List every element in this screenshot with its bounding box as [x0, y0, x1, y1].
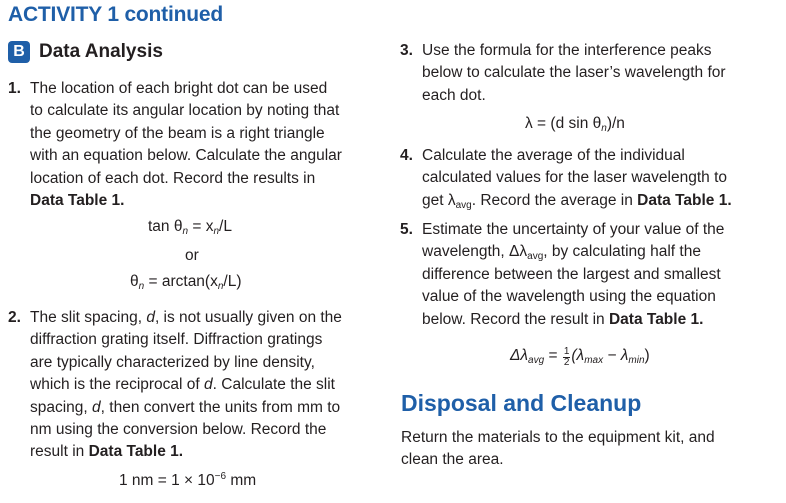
text-line: Estimate the uncertainty of your value of the: [422, 221, 725, 238]
step-number: 3.: [400, 42, 413, 59]
step-text: [422, 145, 784, 212]
step-number: 5.: [400, 221, 413, 238]
text-line: difference between the largest and smallest: [422, 265, 721, 283]
disposal-text: [401, 427, 781, 472]
text-line: diffraction grating itself. Diffraction gratings: [30, 331, 323, 349]
step-2: [8, 307, 386, 467]
text-line: nm using the conversion below. Record the: [30, 421, 327, 439]
text-line: each dot.: [422, 86, 486, 104]
activity-title: ACTIVITY 1 continued: [8, 3, 223, 26]
step-number: 1.: [8, 80, 21, 97]
text-line: value of the wavelength using the equation: [422, 288, 716, 306]
text-line: wavelength, $\Delta\lambda_{avg}$, by calculating half the: [422, 243, 701, 263]
text-line: get $\lambda_{avg}$. Record the average in Data Table 1.: [422, 191, 732, 211]
text-line: result in Data Table 1.: [30, 443, 184, 461]
step-text: [422, 219, 784, 331]
step-5: [400, 219, 780, 339]
equation-or: or: [185, 247, 199, 264]
fraction-one-half: $\frac{1}{2}$: [563, 346, 570, 368]
text-line: location of each dot. Record the results in: [30, 169, 316, 187]
data-table-ref: Data Table 1.: [637, 191, 732, 209]
step-number: 4.: [400, 147, 413, 164]
text-line: Return the materials to the equipment kit, and: [401, 429, 715, 446]
text-line: which is the reciprocal of d. Calculate the slit: [30, 376, 335, 394]
text-line: The location of each bright dot can be used: [30, 80, 328, 97]
data-table-ref: Data Table 1.: [88, 443, 184, 461]
step-text: [30, 78, 390, 212]
data-table-ref: Data Table 1.: [608, 310, 704, 328]
equation-conversion: 1 nm = $1 \times 10^{-6}$ mm: [119, 471, 257, 489]
text-line: Use the formula for the interference peaks: [422, 42, 712, 59]
text-line: below to calculate the laser’s wavelength for: [422, 64, 726, 82]
text-line: with an equation below. Calculate the angular: [30, 147, 342, 165]
step-1: [8, 78, 383, 228]
text-line: the geometry of the beam is a right triangle: [30, 124, 325, 142]
text-line: to calculate its angular location by noting that: [30, 102, 340, 120]
text-line: [30, 190, 390, 212]
text-line: spacing, d, then convert the units from mm to: [30, 398, 341, 416]
section-title: Data Analysis: [39, 41, 163, 62]
text-line: clean the area.: [401, 451, 504, 469]
equation-tan: $\tan \theta_n = x_n/L$: [148, 218, 232, 237]
step-3: [400, 40, 780, 110]
step-4: [400, 145, 780, 215]
equation-uncertainty: $\Delta\lambda_{avg}$ = $\frac{1}{2}$ $(\lambda_{max} - \lambda_{min})$: [510, 346, 650, 368]
equation-arctan: $\theta_n = \arctan(x_n/L)$: [130, 273, 242, 292]
text-line: Calculate the average of the individual: [422, 147, 685, 164]
text-line: The slit spacing, d, is not usually given on the: [30, 309, 342, 326]
section-heading: [8, 38, 163, 66]
text-line: calculated values for the laser wavelength to: [422, 169, 728, 187]
text-line: below. Record the result in Data Table 1.: [422, 310, 704, 328]
step-text: [422, 40, 782, 107]
text-line: are typically characterized by line density,: [30, 353, 315, 371]
disposal-heading: Disposal and Cleanup: [401, 390, 642, 416]
equation-wavelength: λ = (d $\sin \theta_n)/n$: [525, 115, 625, 134]
section-letter-badge: B: [8, 41, 30, 63]
step-number: 2.: [8, 309, 21, 326]
step-text: [30, 307, 390, 464]
data-table-ref: Data Table 1.: [30, 192, 125, 210]
